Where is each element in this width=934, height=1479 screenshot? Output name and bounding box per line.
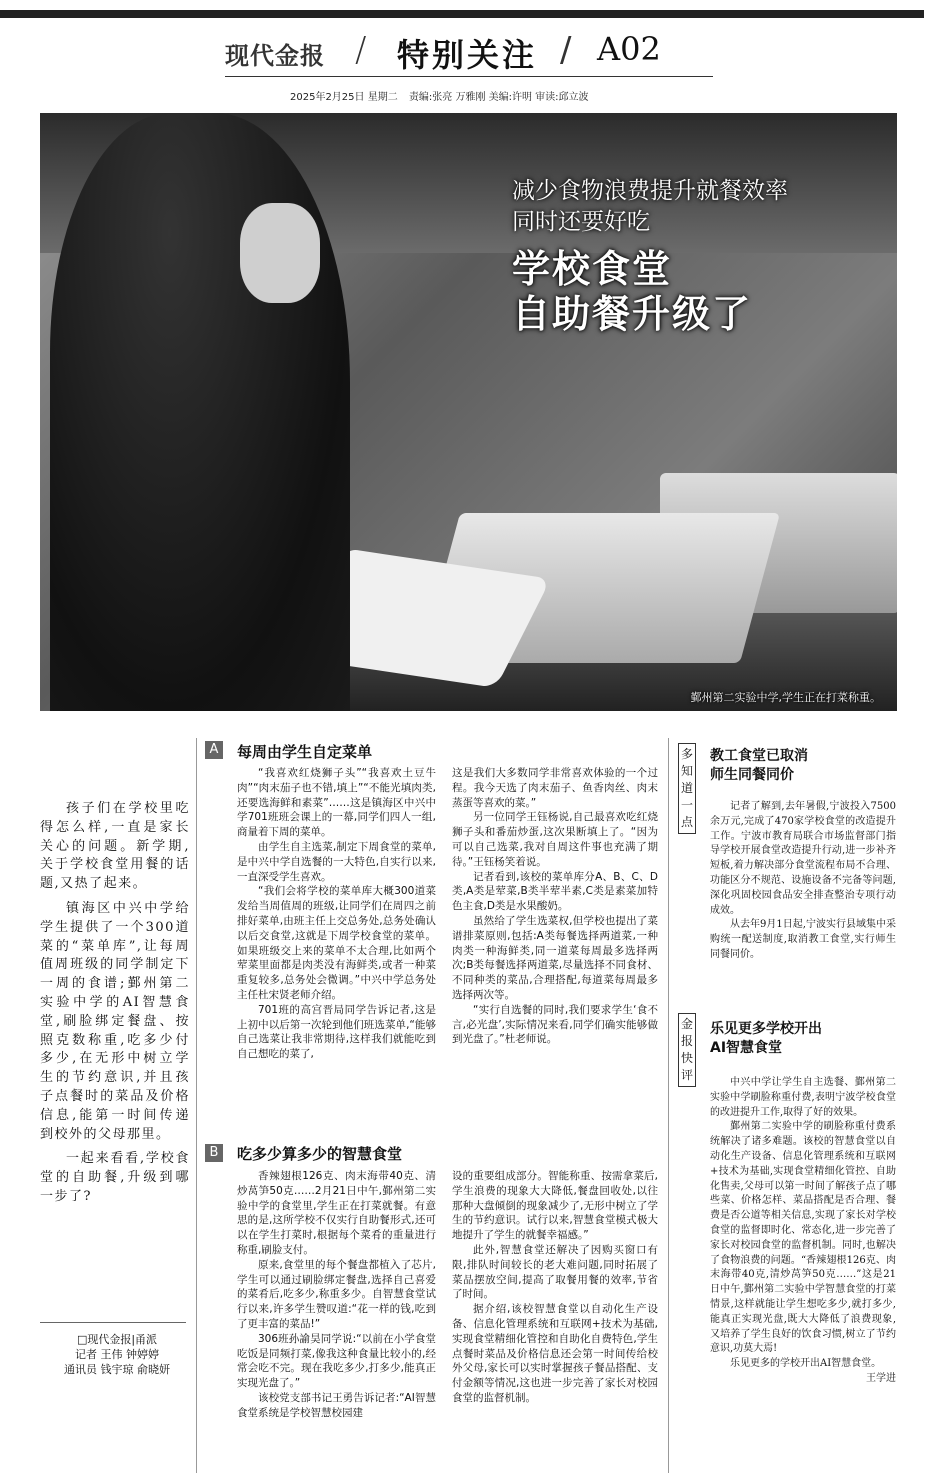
section-b-title: 吃多少算多少的智慧食堂 [237,1145,403,1163]
section-a-paragraph: “我们会将学校的菜单库大概300道菜发给当周值周的班级,让同学们在周四之前排好菜单,由班主任上交总务处,总务处确认以后交食堂,这就是下周学校食堂的菜单。如果班级交上来的菜单不太合理,比如两个荤菜里面都是肉类没有海鲜类,或者一种菜重复较多,总务处会微调。”中兴中学总务处主任杜宋贤老师介绍。 [237,885,436,1001]
divider [196,738,197,1473]
divider [668,738,669,1473]
section-a-letter: A [205,741,223,759]
byline [42,1332,192,1377]
section-b-paragraph: 设的重要组成部分。智能称重、按需拿菜后,学生浪费的现象大大降低,餐盘回收处,以往那种大盘倾倒的现象减少了,无形中树立了学生的节约意识。试行以来,智慧食堂模式极大地提升了学生的就餐幸福感。” [452,1170,658,1242]
masthead-rule [225,76,713,77]
comment-title: 乐见更多学校开出AI智慧食堂 [710,1021,822,1056]
sidebar-title: 教工食堂已取消师生同餐同价 [710,748,808,783]
comment-paragraph: 乐见更多的学校开出AI智慧食堂。 [730,1358,882,1370]
section-a-paragraph: “实行自选餐的同时,我们要求学生‘食不言,必光盘’,实际情况来看,同学们确实能够做到光盘了。”杜老师说。 [452,1003,658,1046]
newspaper-brand: 现代金报 [225,41,325,70]
section-a-title: 每周由学生自定菜单 [237,743,373,761]
comment-tag: 金报快评 [678,1013,696,1087]
section-a-column-1 [237,766,436,1062]
section-b-column-1 [237,1169,436,1421]
section-a-column-2 [452,766,658,1047]
intro-paragraph: 孩子们在学校里吃得怎么样,一直是家长关心的问题。新学期,关于学校食堂用餐的话题,又热了起来。 [40,801,190,892]
sidebar-paragraph: 从去年9月1日起,宁波实行县域集中采购统一配送制度,取消教工食堂,实行师生同餐同价。 [710,919,896,960]
section-a-paragraph: 由学生自主选菜,制定下周食堂的菜单,是中兴中学自选餐的一大特色,自实行以来,一直深受学生喜欢。 [237,840,436,883]
divider [40,1322,186,1323]
section-a-paragraph: 这是我们大多数同学非常喜欢体验的一个过程。我今天选了肉末茄子、鱼香肉丝、肉末蒸蛋等喜欢的菜。” [452,767,658,809]
comment-body [710,1076,896,1387]
photo-caption: 鄞州第二实验中学,学生正在打菜称重。 [690,691,881,704]
student-figure [50,113,350,711]
page-number: A02 [597,30,661,68]
sidebar-paragraph: 记者了解到,去年暑假,宁波投入7500余万元,完成了470家学校食堂的改造提升工作。宁波市教育局联合市场监督部门指导学校开展食堂改造提升行动,进一步补齐短板,着力解决部分食堂流程布局不合理、功能区分不规范、设施设备不完备等问题,深化巩固校园食品安全排查整治专项行动成效。 [710,801,896,916]
masthead-separator: / [560,30,572,70]
section-a-paragraph: 虽然给了学生选菜权,但学校也提出了菜谱排菜原则,包括:A类每餐选择两道菜,一种肉类一种海鲜类,同一道菜每周最多选择两次;B类每餐选择两道菜,尽量选择不同食材、不同种类的菜品,合理搭配,每道菜每周最多选择两次等。 [452,914,658,1001]
intro-paragraph: 一起来看看,学校食堂的自助餐,升级到哪一步了? [40,1151,190,1204]
byline-correspondents: 通讯员 钱宇琼 俞晓妍 [64,1363,170,1376]
section-b-paragraph: 原来,食堂里的每个餐盘都植入了芯片,学生可以通过刷脸绑定餐盘,选择自己喜爱的菜肴后,吃多少,称重多少。自智慧食堂试行以来,许多学生赞叹道:“花一样的钱,吃到了更丰富的菜品!” [237,1258,436,1330]
hero-headline: 学校食堂 [512,247,673,291]
top-bar [0,10,924,18]
intro-column [40,800,190,1207]
masthead-separator: / [355,30,367,70]
intro-paragraph: 镇海区中兴中学给学生提供了一个300道菜的“菜单库”,让每周值周班级的同学制定下一周的食谱;鄞州第二实验中学的AI智慧食堂,刷脸绑定餐盘、按照克数称重,吃多少付多少,在无形中树立学生的节约意识,并且孩子点餐时的菜品及价格信息,能第一时间传递到校外的父母那里。 [40,900,190,1142]
section-b-letter: B [205,1144,223,1162]
editors-credit: 责编:张亮 万雅刚 美编:许明 审读:邱立波 [408,92,589,103]
byline-reporters: 记者 王伟 钟婷婷 [75,1348,159,1361]
comment-paragraph: 中兴中学让学生自主选餐、鄞州第二实验中学刷脸称重付费,表明宁波学校食堂的改进提升工作,取得了好的效果。 [710,1077,896,1118]
section-b-paragraph: 306班孙諭昊同学说:“以前在小学食堂吃饭是同频打菜,像我这种食量比较小的,经常会吃不完。现在我吃多少,打多少,能真正实现光盘了。” [237,1332,436,1390]
masthead [225,28,715,74]
section-b-column-2 [452,1169,658,1406]
sidebar-tag: 多知道一点 [678,743,696,834]
hero-kicker: 同时还要好吃 [512,209,650,235]
section-a-paragraph: 另一位同学王钰杨说,自己最喜欢吃红烧狮子头和番茄炒蛋,这次果断填上了。“因为可以自己选菜,我对自周这件事也充满了期待。”王钰杨笑着说。 [452,811,658,868]
byline-source: □现代金报|甬派 [76,1333,158,1346]
comment-paragraph: 鄞州第二实验中学的刷脸称重付费系统解决了诸多难题。该校的智慧食堂以自动化生产设备、信息化管理系统和互联网+技术为基础,实现食堂精细化管控、自助化售卖,父母可以第一时间了解孩子点了哪些菜、价格怎样、菜品搭配是否合理、餐费是否公道等相关信息,实现了家长对学校食堂的监督即时化、常态化,进一步完善了家长对校园食堂的监督机制。同时,也解决了食物浪费的问题。“香辣翅根126克、肉末海带40克,清炒莴笋50克……”这是21日中午,鄞州第二实验中学智慧食堂的打菜情景,这样就能让学生想吃多少,就打多少,能真正实现光盘,既大大降低了浪费现象,又培养了学生良好的饮食习惯,树立了节约意识,功莫大焉! [710,1121,896,1355]
dateline [290,88,597,103]
issue-date: 2025年2月25日 星期二 [290,92,398,103]
section-name: 特别关注 [397,36,538,74]
section-a-paragraph: “我喜欢红烧狮子头”“我喜欢土豆牛肉”“肉末茄子也不错,填上”“不能光填肉类,还要选海鲜和素菜”……这是镇海区中兴中学701班班会课上的一幕,同学们四人一组,商量着下周的菜单。 [237,767,436,839]
section-b-paragraph: 据介绍,该校智慧食堂以自动化生产设备、信息化管理系统和互联网+技术为基础,实现食堂精细化管控和自助化自费特色,学生点餐时菜品及价格信息还会第一时间传给校外父母,家长可以实时掌握孩子餐品搭配、支付金额等情况,这也进一步完善了家长对校园食堂的监督机制。 [452,1303,658,1404]
sidebar-body [710,800,896,963]
section-a-paragraph: 701班的高宫晋局同学告诉记者,这是上初中以后第一次轮到他们班选菜单,“能够自己选菜让我非常期待,这样我们就能吃到自己想吃的菜了, [237,1003,436,1061]
comment-author: 王学进 [866,1372,896,1384]
section-b-paragraph: 香辣翅根126克、肉末海带40克、清炒莴笋50克……2月21日中午,鄞州第二实验中学的食堂里,学生正在打菜就餐。有意思的是,这所学校不仅实行自助餐形式,还可以在学生打菜时,根据每个菜肴的重量进行称重,刷脸支付。 [237,1170,436,1256]
section-b-paragraph: 该校党支部书记王勇告诉记者:“AI智慧食堂系统是学校智慧校园建 [237,1391,436,1419]
section-a-paragraph: 记者看到,该校的菜单库分A、B、C、D类,A类是荤菜,B类半荤半素,C类是素菜加特色主食,D类是水果酸奶。 [452,870,658,913]
hero-headline: 自助餐升级了 [512,292,753,336]
section-b-paragraph: 此外,智慧食堂还解决了因购买窗口有限,排队时间较长的老大难问题,同时拓展了菜品摆放空间,提高了取餐用餐的效率,节省了时间。 [452,1243,658,1301]
hero-kicker: 减少食物浪费提升就餐效率 [512,178,788,204]
